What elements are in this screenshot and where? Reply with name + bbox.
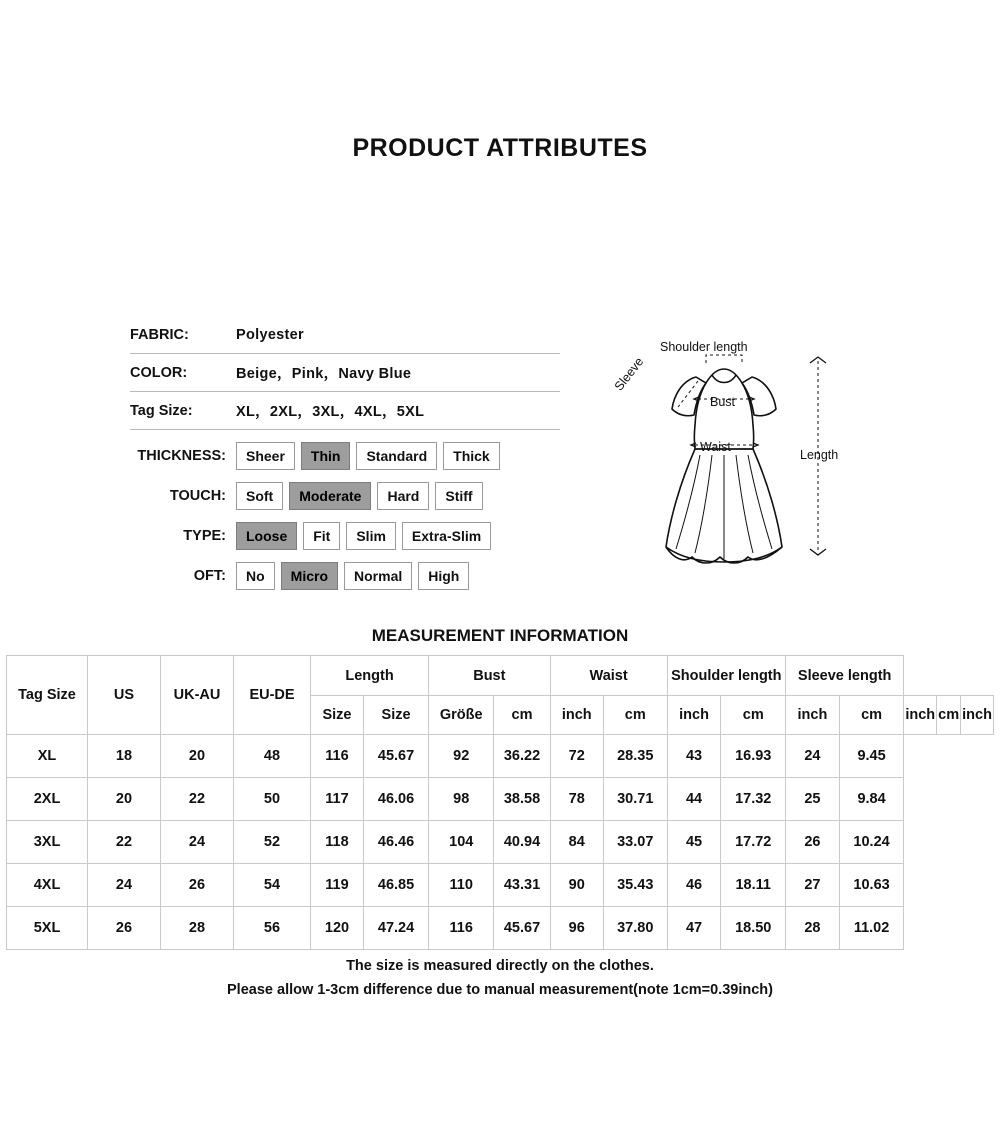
cell: 56 — [234, 907, 311, 950]
cell: 3XL — [7, 821, 88, 864]
option-thickness-standard[interactable]: Standard — [356, 442, 437, 470]
cell: 90 — [550, 864, 603, 907]
option-oft-normal[interactable]: Normal — [344, 562, 412, 590]
cell: 9.45 — [839, 735, 904, 778]
cell: 110 — [429, 864, 494, 907]
subcol-size-us: Size — [311, 696, 364, 735]
option-label-thickness: THICKNESS: — [137, 448, 226, 464]
dress-measurement-diagram — [600, 319, 900, 609]
measurement-table-head — [7, 656, 994, 735]
cell: 117 — [311, 778, 364, 821]
cell: 50 — [234, 778, 311, 821]
subcol-waist-inch: inch — [785, 696, 839, 735]
cell: 104 — [429, 821, 494, 864]
cell: 4XL — [7, 864, 88, 907]
subcol-length-inch: inch — [550, 696, 603, 735]
product-attributes-panel — [130, 316, 560, 596]
option-row-thickness — [130, 436, 560, 476]
table-row — [7, 907, 994, 950]
cell: 116 — [311, 735, 364, 778]
cell: 10.24 — [839, 821, 904, 864]
diagram-label-shoulder: Shoulder length — [660, 340, 748, 354]
cell: 5XL — [7, 907, 88, 950]
cell: 52 — [234, 821, 311, 864]
option-thickness-thick[interactable]: Thick — [443, 442, 500, 470]
table-row — [7, 821, 994, 864]
subcol-waist-cm: cm — [721, 696, 786, 735]
cell: 40.94 — [494, 821, 550, 864]
attribute-label: Tag Size: — [130, 402, 193, 419]
attribute-value: Beige，Pink，Navy Blue — [236, 366, 412, 382]
attribute-value: Polyester — [236, 326, 304, 343]
cell: 43 — [667, 735, 721, 778]
attribute-row-color — [130, 354, 560, 392]
cell: 26 — [88, 907, 161, 950]
option-row-oft — [130, 556, 560, 596]
cell: 26 — [161, 864, 234, 907]
cell: 120 — [311, 907, 364, 950]
cell: 24 — [785, 735, 839, 778]
cell: 98 — [429, 778, 494, 821]
cell: 25 — [785, 778, 839, 821]
cell: 119 — [311, 864, 364, 907]
table-row — [7, 778, 994, 821]
cell: 18 — [88, 735, 161, 778]
cell: 36.22 — [494, 735, 550, 778]
option-type-loose[interactable]: Loose — [236, 522, 297, 550]
cell: 46 — [667, 864, 721, 907]
cell: 28 — [785, 907, 839, 950]
cell: 37.80 — [603, 907, 667, 950]
cell: 9.84 — [839, 778, 904, 821]
page-title: PRODUCT ATTRIBUTES — [352, 134, 648, 162]
subcol-sleeve-inch: inch — [961, 696, 994, 735]
cell: 45.67 — [364, 735, 429, 778]
table-row — [7, 864, 994, 907]
attribute-label: COLOR: — [130, 364, 188, 381]
measurement-title: MEASUREMENT INFORMATION — [371, 626, 629, 645]
cell: 46.46 — [364, 821, 429, 864]
measurement-note-2: Please allow 1-3cm difference due to manual measurement(note 1cm=0.39inch) — [227, 982, 773, 998]
option-touch-moderate[interactable]: Moderate — [289, 482, 371, 510]
col-eu-de: EU-DE — [234, 656, 311, 735]
subcol-groesse: Größe — [429, 696, 494, 735]
cell: 22 — [161, 778, 234, 821]
cell: 48 — [234, 735, 311, 778]
subcol-shoulder-inch: inch — [904, 696, 937, 735]
subcol-sleeve-cm: cm — [937, 696, 961, 735]
subcol-shoulder-cm: cm — [839, 696, 904, 735]
dress-illustration-svg — [600, 319, 900, 609]
diagram-label-sleeve: Sleeve — [611, 354, 647, 394]
option-oft-no[interactable]: No — [236, 562, 275, 590]
subcol-bust-cm: cm — [603, 696, 667, 735]
subcol-length-cm: cm — [494, 696, 550, 735]
cell: XL — [7, 735, 88, 778]
cell: 38.58 — [494, 778, 550, 821]
attribute-value: XL，2XL，3XL，4XL，5XL — [236, 404, 425, 420]
cell: 96 — [550, 907, 603, 950]
cell: 17.72 — [721, 821, 786, 864]
col-waist: Waist — [550, 656, 667, 696]
attribute-row-fabric — [130, 316, 560, 354]
cell: 28 — [161, 907, 234, 950]
col-length: Length — [311, 656, 429, 696]
attribute-row-tag-size — [130, 392, 560, 430]
table-header-row — [7, 656, 994, 696]
cell: 30.71 — [603, 778, 667, 821]
option-thickness-sheer[interactable]: Sheer — [236, 442, 295, 470]
cell: 46.06 — [364, 778, 429, 821]
cell: 26 — [785, 821, 839, 864]
option-type-fit[interactable]: Fit — [303, 522, 340, 550]
cell: 92 — [429, 735, 494, 778]
cell: 72 — [550, 735, 603, 778]
cell: 17.32 — [721, 778, 786, 821]
option-thickness-thin[interactable]: Thin — [301, 442, 351, 470]
option-row-touch — [130, 476, 560, 516]
cell: 2XL — [7, 778, 88, 821]
cell: 22 — [88, 821, 161, 864]
cell: 24 — [161, 821, 234, 864]
table-row — [7, 735, 994, 778]
cell: 84 — [550, 821, 603, 864]
option-oft-high[interactable]: High — [418, 562, 469, 590]
subcol-size-uk: Size — [364, 696, 429, 735]
cell: 20 — [161, 735, 234, 778]
cell: 46.85 — [364, 864, 429, 907]
measurement-table — [6, 655, 994, 950]
cell: 116 — [429, 907, 494, 950]
option-touch-stiff[interactable]: Stiff — [435, 482, 482, 510]
attribute-label: FABRIC: — [130, 326, 189, 343]
col-uk-au: UK-AU — [161, 656, 234, 735]
option-touch-hard[interactable]: Hard — [377, 482, 429, 510]
option-label-type: TYPE: — [183, 528, 226, 544]
diagram-label-waist: Waist — [700, 440, 731, 454]
cell: 43.31 — [494, 864, 550, 907]
cell: 28.35 — [603, 735, 667, 778]
cell: 45.67 — [494, 907, 550, 950]
cell: 47 — [667, 907, 721, 950]
option-type-slim[interactable]: Slim — [346, 522, 396, 550]
cell: 16.93 — [721, 735, 786, 778]
col-sleeve-length: Sleeve length — [785, 656, 903, 696]
cell: 27 — [785, 864, 839, 907]
option-type-extra-slim[interactable]: Extra-Slim — [402, 522, 491, 550]
option-label-oft: OFT: — [193, 568, 226, 584]
cell: 78 — [550, 778, 603, 821]
col-shoulder-length: Shoulder length — [667, 656, 785, 696]
cell: 18.11 — [721, 864, 786, 907]
option-touch-soft[interactable]: Soft — [236, 482, 283, 510]
measurement-table-body — [7, 735, 994, 950]
cell: 11.02 — [839, 907, 904, 950]
col-us: US — [88, 656, 161, 735]
cell: 47.24 — [364, 907, 429, 950]
cell: 18.50 — [721, 907, 786, 950]
option-label-touch: TOUCH: — [169, 488, 226, 504]
cell: 45 — [667, 821, 721, 864]
cell: 54 — [234, 864, 311, 907]
diagram-label-length: Length — [800, 448, 839, 462]
measurement-note-1: The size is measured directly on the clothes. — [346, 958, 654, 974]
subcol-bust-inch: inch — [667, 696, 721, 735]
cell: 44 — [667, 778, 721, 821]
option-row-type — [130, 516, 560, 556]
cell: 24 — [88, 864, 161, 907]
cell: 10.63 — [839, 864, 904, 907]
col-bust: Bust — [429, 656, 551, 696]
cell: 118 — [311, 821, 364, 864]
option-oft-micro[interactable]: Micro — [281, 562, 338, 590]
col-tag-size: Tag Size — [7, 656, 88, 735]
cell: 20 — [88, 778, 161, 821]
diagram-label-bust: Bust — [710, 395, 736, 409]
cell: 33.07 — [603, 821, 667, 864]
cell: 35.43 — [603, 864, 667, 907]
